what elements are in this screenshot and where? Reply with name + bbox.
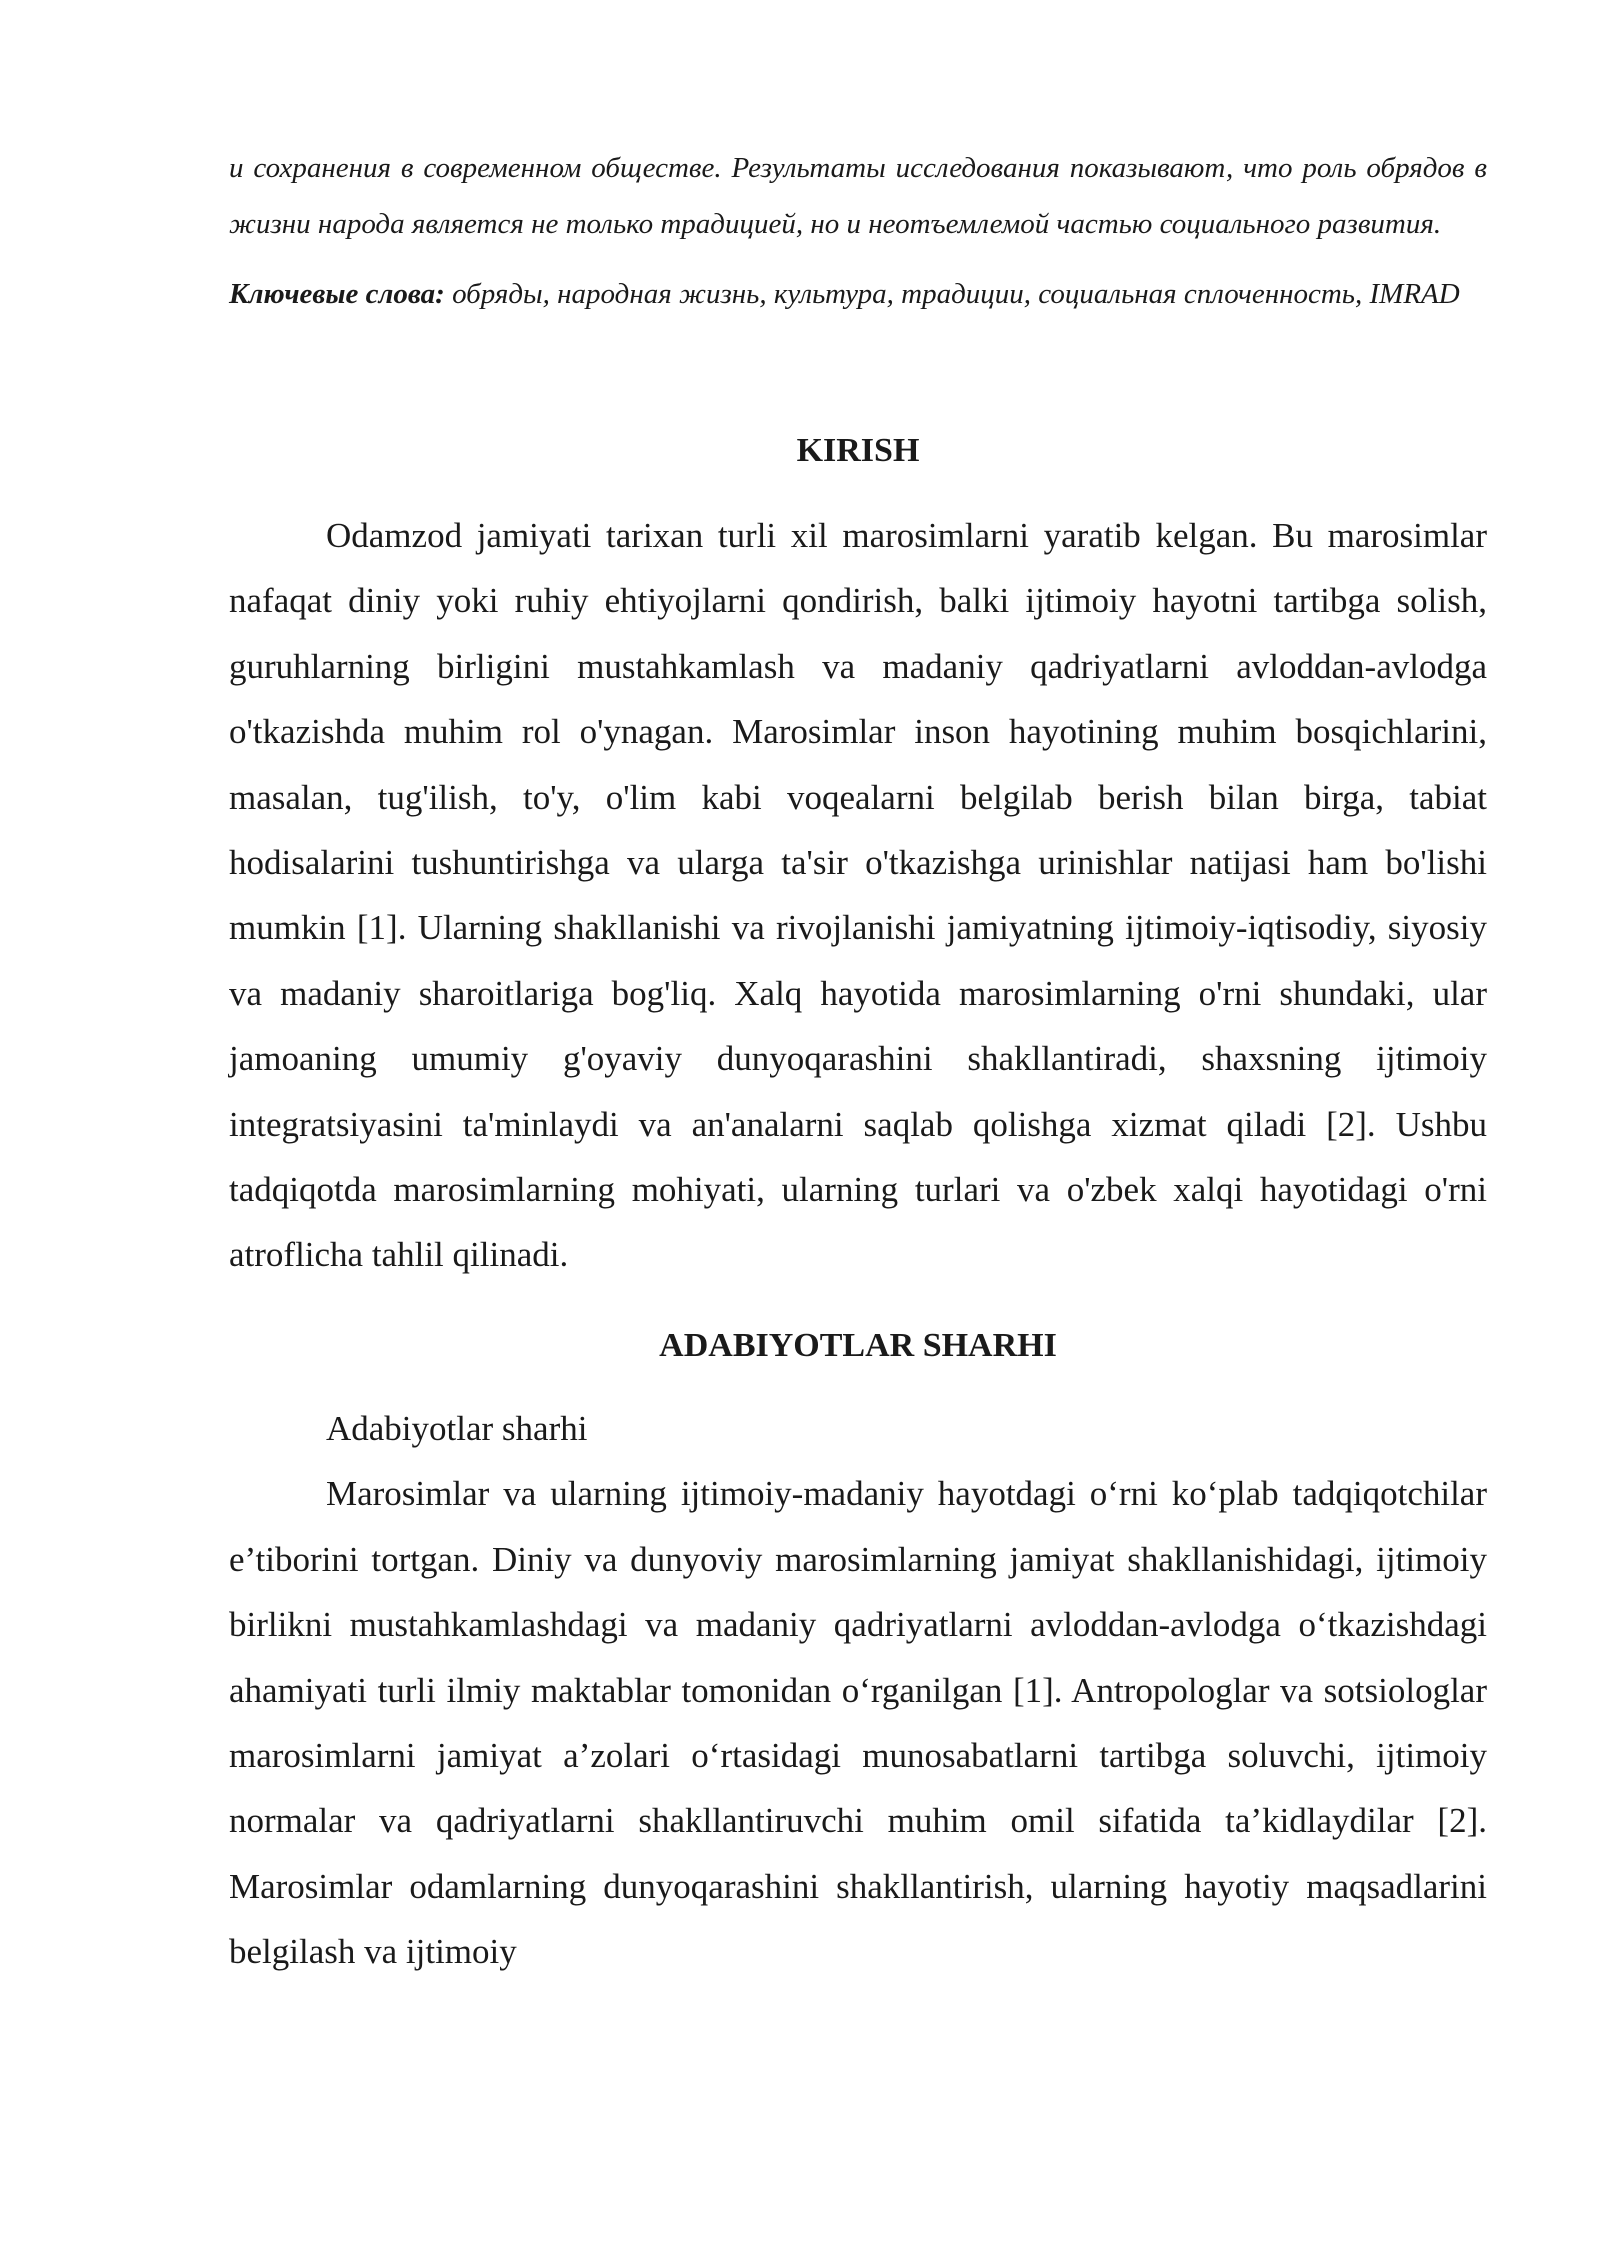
adabiyotlar-sub-label: Adabiyotlar sharhi: [326, 1408, 588, 1448]
keywords-line: [229, 266, 1487, 322]
section-heading-adabiyotlar: ADABIYOTLAR SHARHI: [659, 1326, 1057, 1364]
section-heading-kirish: KIRISH: [796, 432, 920, 469]
keywords-text: обряды, народная жизнь, культура, традиции, социальная сплоченность, IMRAD: [444, 278, 1460, 310]
adabiyotlar-paragraph: Marosimlar va ularning ijtimoiy-madaniy hayotdagi o‘rni ko‘plab tadqiqotchilar e’tiborini tortgan. Diniy va dunyoviy marosimlarning jamiyat shakllanishidagi, ijtimoiy birlikni mustahkamlashdagi va madaniy qadriyatlarni avloddan-avlodga o‘tkazishdagi ahamiyati turli ilmiy maktablar tomonidan o‘rganilgan [1]. Antropologlar va sotsiologlar marosimlarni jamiyat a’zolari o‘rtasidagi munosabatlarni tartibga soluvchi, ijtimoiy normalar va qadriyatlarni shakllantiruvchi muhim omil sifatida ta’kidlaydilar [2]. Marosimlar odamlarning dunyoqarashini shakllantirish, ularning hayotiy maqsadlarini belgilash va ijtimoiy: [229, 1474, 1487, 1972]
abstract-text: и сохранения в современном обществе. Результаты исследования показывают, что роль обрядов в жизни народа является не только традицией, но и неотъемлемой частью социального развития.: [229, 152, 1487, 240]
document-page: [229, 140, 1487, 1985]
keywords-label: Ключевые слова:: [229, 278, 445, 310]
kirish-paragraph: Odamzod jamiyati tarixan turli xil marosimlarni yaratib kelgan. Bu marosimlar nafaqat diniy yoki ruhiy ehtiyojlarni qondirish, balki ijtimoiy hayotni tartibga solish, guruhlarning birligini mustahkamlash va madaniy qadriyatlarni avloddan-avlodga o'tkazishda muhim rol o'ynagan. Marosimlar inson hayotining muhim bosqichlarini, masalan, tug'ilish, to'y, o'lim kabi voqealarni belgilab berish bilan birga, tabiat hodisalarini tushuntirishga va ularga ta'sir o'tkazishga urinishlar natijasi ham bo'lishi mumkin [1]. Ularning shakllanishi va rivojlanishi jamiyatning ijtimoiy-iqtisodiy, siyosiy va madaniy sharoitlariga bog'liq. Xalq hayotida marosimlarning o'rni shundaki, ular jamoaning umumiy g'oyaviy dunyoqarashini shakllantiradi, shaxsning ijtimoiy integratsiyasini ta'minlaydi va an'analarni saqlab qolishga xizmat qiladi [2]. Ushbu tadqiqotda marosimlarning mohiyati, ularning turlari va o'zbek xalqi hayotidagi o'rni atroflicha tahlil qilinadi.: [229, 516, 1487, 1275]
